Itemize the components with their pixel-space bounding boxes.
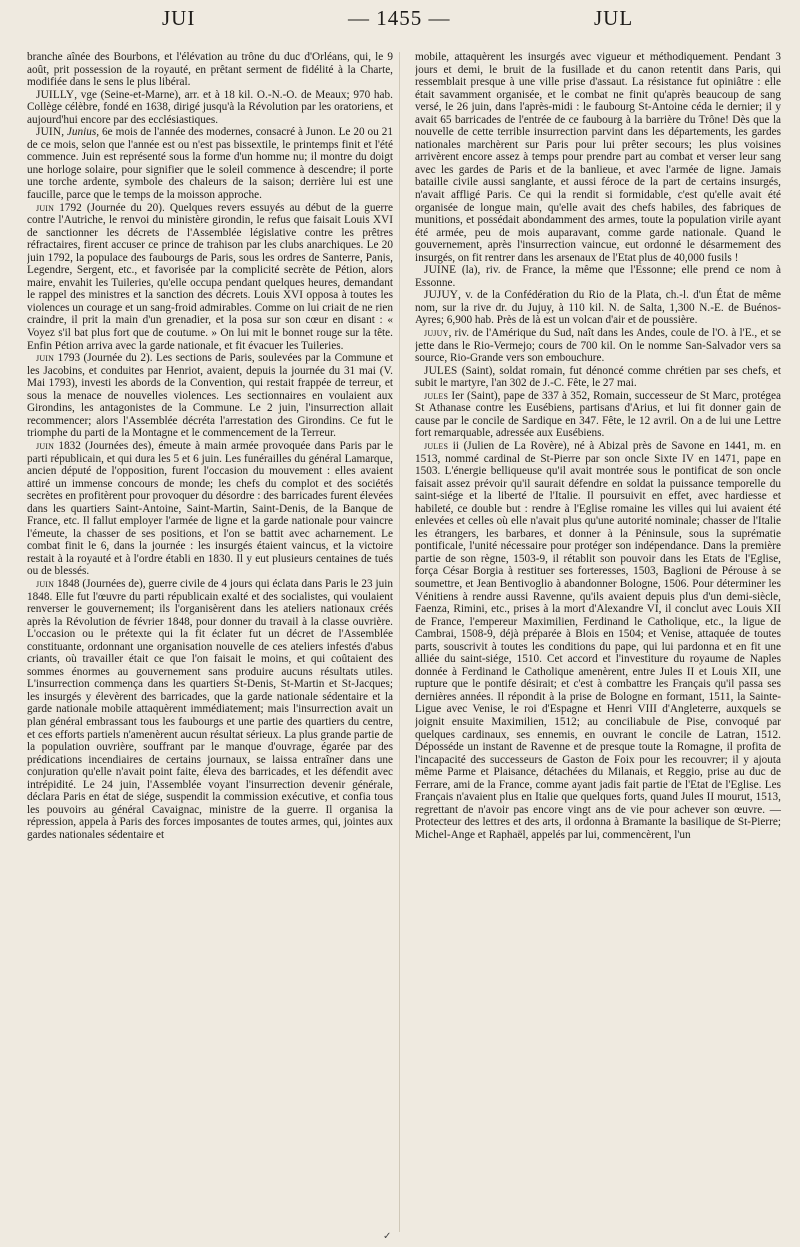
entry-headword: JULES xyxy=(424,364,458,377)
dictionary-entry xyxy=(27,89,393,127)
column-divider xyxy=(399,52,400,1232)
entry-headword: juin xyxy=(36,352,55,365)
entry-headword: JUIN xyxy=(36,126,62,139)
entry-text: , vge (Seine-et-Marne), arr. et à 18 kil. O.-N.-O. de Meaux; 970 hab. Collège célèbre, fondé en 1638, dirigé jusqu'à la Révolution par les oratoriens, et aujourd'hui encore par des ecclésiastiques. xyxy=(27,88,393,126)
entry-text: 1793 (Journée du 2). Les sections de Paris, soulevées par la Commune et les Jacobins, et conduites par Henriot, avaient, depuis la journée du 31 mai (V. Mai 1793), investi les abords de la Convention, qui restait frappée de terreur, et sous la menace de nouvelles violences. Les sectionnaires en voulaient aux Girondins, les antagonistes de la Commune. Le 2 juin, l'insurrection allait recommencer; alors l'Assemblée décréta l'arrestation des Girondins. Ce fut le triomphe du parti de la Montagne et le commencement de la Terreur. xyxy=(27,352,393,440)
entry-text: 1792 (Journée du 20). Quelques revers essuyés au début de la guerre contre l'Autriche, le renvoi du ministère girondin, le refus que faisait Louis XVI de sanctionner les décrets de l'Assemblée législative contre les prêtres réfractaires, firent accuser ce prince de trahison par les clubs anarchiques. Le 20 juin 1792, la populace des faubourgs de Paris, sous les ordres de Santerre, Panis, Legendre, Sergent, etc., et favorisée par la complicité secrète de Pétion, alors maire, envahit les Tuileries, qu'elle occupa pendant quelques heures, demandant le rappel des ministres et la sanction des décrets. Louis XVI opposa à toutes les violences un courage et un sang-froid admirables. Comme on lui criait de ne rien craindre, il prit la main d'un grenadier, et la posa sur son cœur en disant : « Voyez s'il bat plus fort que de coutume. » On lui mit le bonnet rouge sur la tête. Enfin Pétion arriva avec la garde nationale, et fit évacuer les Tuileries. xyxy=(27,201,393,352)
entry-text: , v. de la Confédération du Rio de la Plata, ch.-l. d'un État de même nom, sur la rive dr. du Jujuy, à 110 kil. N. de Salta, 1,300 N.-E. de Buénos-Ayres; 6,900 hab. Près de là est un volcan d'air et de poussière. xyxy=(415,289,781,327)
entry-headword: jules xyxy=(424,389,449,402)
dictionary-entry xyxy=(415,289,781,327)
entry-text: (Saint), soldat romain, fut dénoncé comme chrétien par ses chefs, et subit le martyre, l'an 302 de J.-C. Fête, le 27 mai. xyxy=(415,364,781,390)
entry-headword: juin xyxy=(36,577,55,590)
entry-text: ii (Julien de La Rovère), né à Abizal près de Savone en 1441, m. en 1513, nommé cardinal de St-Pierre par son oncle Sixte IV en 1471, pape en 1503. L'énergie belliqueuse qu'il avait montrée sous le pontificat de son oncle faisait assez prévoir qu'il saurait défendre en soldat la puissance temporelle du saint-siége et la liberté de l'Italie. Il poursuivit en effet, avec hardiesse et habileté, ce double but : rendre à l'Eglise romaine les villes qui lui avaient été enlevées et celles où elle n'avait plus qu'une autorité nominale; chasser de l'Italie les étrangers, les barbares, et donner à la Péninsule, sous la suprématie pontificale, l'unité nécessaire pour protéger son indépendance. Dans la première partie de son règne, 1503-9, il rétablit son pouvoir dans les Etats de l'Eglise, força César Borgia à restituer ses forteresses, 1503, Baglioni de Pérouse à se soumettre, et Jean Bentivoglio à abandonner Bologne, 1506. Pour déterminer les Vénitiens à rendre aussi Ravenne, qu'ils avaient depuis plus d'un demi-siècle, Faenza, Rimini, etc., prises à la mort d'Alexandre VI, il conclut avec Louis XII de France, l'empereur Maximilien, Ferdinand le Catholique, etc., la ligue de Cambrai, 1508-9, déjà préparée à Blois en 1504; et Venise, attaquée de toutes parts, souscrivit à toutes les conditions du pape, qui lui pardonna et en fit une alliée du saint-siége, 1510. Cet accord et l'investiture du royaume de Naples donnée à Ferdinand le Catholique amenèrent, entre Jules II et Louis XII, une rupture que le pontife désirait; et c'est à combattre les Français qu'il passa ses dernières années. Il répondit à la prise de Bologne en formant, 1511, la Sainte-Ligue avec Venise, le roi d'Espagne et Henri VIII d'Angleterre, auxquels se joignit ensuite Maximilien, 1512; au conciliabule de Pise, convoqué par quelques cardinaux, ses ennemis, en ouvrant le concile de Latran, 1512. Déposséde un instant de Ravenne et de presque toute la Romagne, il profita de l'incapacité des successeurs de Gaston de Foix pour les recouvrer; il y ajouta même Parme et Plaisance, détachées du Milanais, et Reggio, prise au duc de Ferrare, ami de la France, comme ayant jadis fait partie de l'Etat de l'Eglise. Les Français n'avaient plus en Italie que quelques forts, quand Jules II mourut, 1513, regrettant de n'avoir pas encore vingt ans de vie pour achever son œuvre. — Protecteur des lettres et des arts, il ordonna à Bramante la basilique de St-Pierre; Michel-Ange et Raphaël, appelés par lui, commencèrent, l'un xyxy=(415,439,781,841)
dictionary-entry xyxy=(27,202,393,353)
dictionary-entry xyxy=(415,365,781,390)
entry-text: branche aînée des Bourbons, et l'élévation au trône du duc d'Orléans, qui, le 9 août, prit possession de la royauté, en prêtant serment de fidélité à la Charte, modifiée dans le sens le plus libéral. xyxy=(27,51,393,89)
entry-text: (la), riv. de France, la même que l'Essonne; elle prend ce nom à Essonne. xyxy=(415,264,781,289)
footer-mark: ✓ xyxy=(383,1231,392,1242)
dictionary-entry xyxy=(415,264,781,289)
header-right-word: JUL xyxy=(594,6,634,30)
right-text-column xyxy=(415,51,781,1236)
dictionary-entry xyxy=(27,578,393,841)
dictionary-entry xyxy=(27,440,393,578)
entry-headword: JUILLY xyxy=(36,88,75,101)
entry-text: 6e mois de l'année des modernes, consacré à Junon. Le 20 ou 21 de ce mois, selon que l'année est ou n'est pas bissextile, le printemps finit et l'été commence. Juin est représenté sous la forme d'un homme nu; il montre du doigt une horloge solaire, pour signifier que le soleil commence à descendre; il porte une torche ardente, symbole des chaleurs de la saison; derrière lui est une faucille, parce que le temps de la moisson approche. xyxy=(27,126,393,202)
dictionary-entry xyxy=(27,51,393,89)
entry-text: , riv. de l'Amérique du Sud, naît dans les Andes, coule de l'O. à l'E., et se jette dans le Rio-Vermejo; cours de 700 kil. On le nomme San-Salvador vers sa source, Rio-Grande vers son embouchure. xyxy=(415,327,781,365)
header-left-word: JUI xyxy=(162,6,196,30)
entry-headword: jules xyxy=(424,439,449,452)
entry-italic: , Junius, xyxy=(61,126,100,139)
dictionary-entry xyxy=(415,440,781,842)
entry-headword: JUINE xyxy=(424,264,457,277)
page-number: — 1455 — xyxy=(348,6,451,30)
dictionary-entry xyxy=(415,390,781,440)
entry-text: 1832 (Journées des), émeute à main armée provoquée dans Paris par le parti républicain, et qui dura les 5 et 6 juin. Les funérailles du général Lamarque, ancien député de l'opposition, furent l'occasion du mouvement : elles avaient attiré un immense concours de monde; les chefs du complot et des sociétés secrètes en profitèrent pour provoquer du désordre : des barricades furent élevées dans les quartiers Saint-Antoine, Saint-Martin, Saint-Denis, de la Banque de France, etc. Il fallut employer l'armée de ligne et la garde nationale pour vaincre l'émeute, la chasser de ses positions, et l'on se battit avec acharnement. Le combat finit le 6, dans la journée : les insurgés étaient vaincus, et la victoire restait à la royauté et à l'ordre établi en 1830. Il y eut plusieurs centaines de tués ou de blessés. xyxy=(27,439,393,578)
dictionary-entry xyxy=(415,327,781,365)
entry-text: mobile, attaquèrent les insurgés avec vigueur et méthodiquement. Pendant 3 jours et demi, le bruit de la fusillade et du canon retentit dans Paris, qui ressemblait presque à une ville prise d'assaut. La résistance fut opiniâtre : elle était savamment organisée, et le combat ne finit qu'après beaucoup de sang versé, le 26 juin, dans l'après-midi : le faubourg St-Antoine céda le dernier; il y avait 65 barricades de l'entrée de ce faubourg à la barrière du Trône! Dès que la nouvelle de cette terrible insurrection parvint dans les départements, les gardes nationales marchèrent sur Paris pour lui prêter secours; les plus voisines arrivèrent encore assez à temps pour prendre part au combat et verser leur sang avec les gardes de Paris et de la banlieue, et avec l'armée de ligne. Jamais bataille civile aussi sanglante, et aussi féroce de la part de certains insurgés, n'avait affligé Paris. Ce qui la rendit si formidable, c'est qu'elle avait été organisée de longue main, qu'elle avait des chefs habiles, des fabriques de munitions, et possédait abondamment des armes, toute la population virile ayant été armée, peu de mois auparavant, comme garde nationale. Quand le gouvernement, après l'insurrection vaincue, eut ordonné le désarmement des insurgés, on fit rentrer dans les arsenaux de l'Etat plus de 40,000 fusils ! xyxy=(415,51,781,264)
entry-headword: juin xyxy=(36,201,55,214)
dictionary-entry xyxy=(27,352,393,440)
entry-text: Ier (Saint), pape de 337 à 352, Romain, successeur de St Marc, protégea St Athanase contre les Eusébiens, partisans d'Arius, et lui fit donner gain de cause par le concile de Sardique en 347. Fête, le 12 avril. On a de lui une Lettre fort remarquable, adressée aux Eusébiens. xyxy=(415,389,781,440)
entry-headword: juin xyxy=(36,439,55,452)
left-text-column xyxy=(27,51,393,1236)
running-header xyxy=(0,6,800,46)
dictionary-entry xyxy=(415,51,781,264)
entry-headword: jujuy xyxy=(424,327,449,340)
dictionary-entry xyxy=(27,126,393,201)
entry-text: 1848 (Journées de), guerre civile de 4 jours qui éclata dans Paris le 23 juin 1848. Elle fut l'œuvre du parti républicain exalté et des socialistes, qui voulaient renverser le gouvernement; ils l'organisèrent dans les ateliers nationaux créés après la Révolution de février 1848, pour donner du travail à la classe ouvrière. L'occasion ou le prétexte qui la fit éclater fut un décret de l'Assemblée constituante, ordonnant une organisation nouvelle de ces ateliers infestés d'abus criants, où travailler était ce que l'on faisait le moins, et qui coûtaient des sommes énormes au gouvernement sans produire aucuns résultats utiles. L'insurrection commença dans les quartiers St-Denis, St-Martin et St-Jacques; les insurgés y élevèrent des barricades, que la garde nationale sédentaire et la garde nationale mobile attaquèrent immédiatement; mais l'insurrection avait un plan général embrassant tous les faubourgs et une partie des quartiers du centre, et ces efforts partiels n'amenèrent aucun résultat sérieux. La plus grande partie de la population ouvrière, souffrant par le manque d'ouvrage, égarée par des prédications incendiaires de certains journaux, se laissa entraîner dans une conjuration qu'elle n'avait point faite, éleva des barricades, et les défendit avec intrépidité. Le 24 juin, l'Assemblée voyant l'insurrection devenir générale, déclara Paris en état de siége, suspendit la commission exécutive, et confia tous les pouvoirs au général Cavaignac, ministre de la guerre. Il organisa la répression, appela à Paris des forces imposantes de toutes armes, qui, jointes aux gardes nationales sédentaire et xyxy=(27,577,393,841)
entry-headword: JUJUY xyxy=(424,289,459,302)
